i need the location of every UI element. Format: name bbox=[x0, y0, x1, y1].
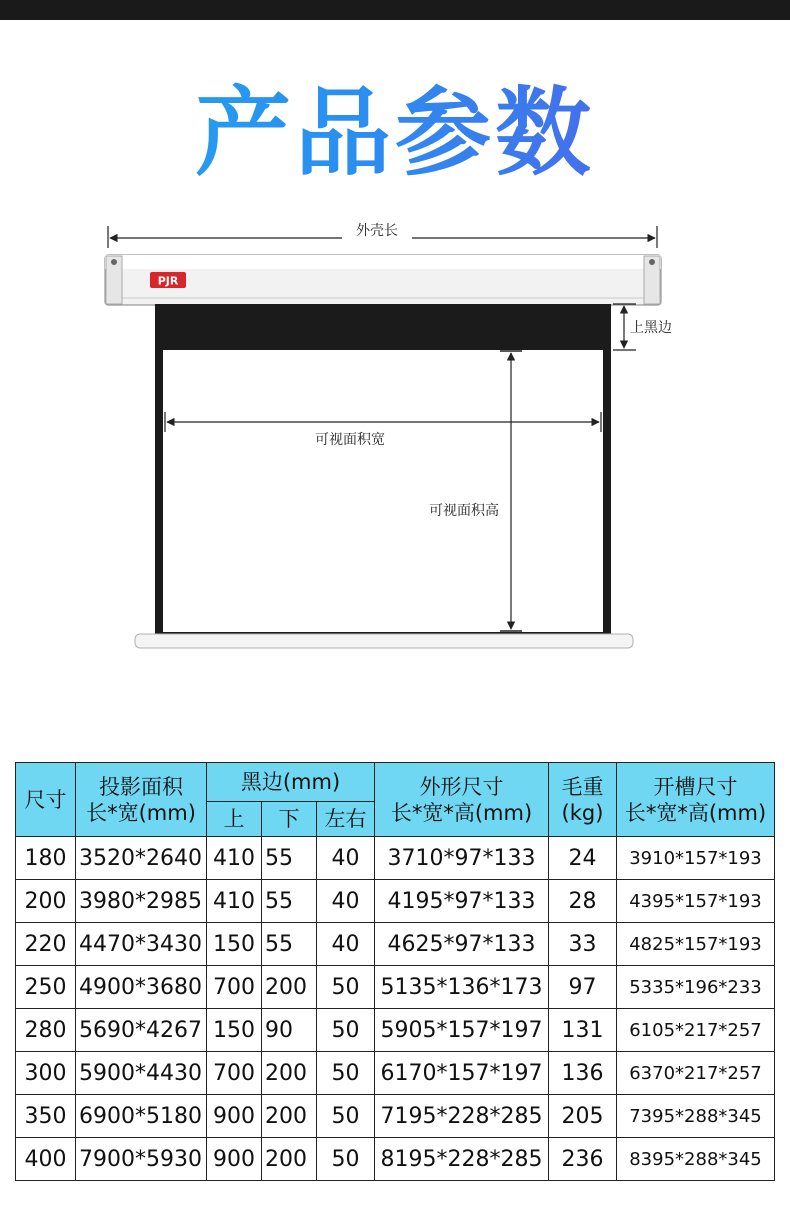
cell-outer: 5135*136*173 bbox=[375, 966, 549, 1009]
spec-table bbox=[15, 762, 775, 1181]
page-title: 产品参数 bbox=[0, 68, 790, 198]
cell-slot: 4825*157*193 bbox=[617, 923, 775, 966]
header-slot-size bbox=[617, 763, 775, 837]
cell-weight: 205 bbox=[549, 1095, 617, 1138]
header-weight bbox=[549, 763, 617, 837]
cell-outer: 5905*157*197 bbox=[375, 1009, 549, 1052]
top-bar bbox=[0, 0, 790, 20]
cell-slot: 6105*217*257 bbox=[617, 1009, 775, 1052]
cell-top: 410 bbox=[207, 837, 262, 880]
table-row bbox=[16, 1095, 775, 1138]
cell-size: 200 bbox=[16, 880, 76, 923]
header-weight-sub: (kg) bbox=[561, 800, 604, 825]
header-projection-area-title: 投影面积 bbox=[99, 774, 183, 799]
cell-bottom: 55 bbox=[262, 923, 317, 966]
cell-bottom: 200 bbox=[262, 1095, 317, 1138]
cell-bottom: 200 bbox=[262, 1138, 317, 1181]
header-size: 尺寸 bbox=[16, 763, 76, 837]
cell-slot: 4395*157*193 bbox=[617, 880, 775, 923]
label-shell-length: 外壳长 bbox=[356, 223, 398, 239]
header-slot-size-sub: 长*宽*高(mm) bbox=[624, 800, 767, 825]
header-weight-title: 毛重 bbox=[561, 774, 604, 799]
projection-screen bbox=[135, 304, 633, 648]
cell-sides: 50 bbox=[317, 1052, 375, 1095]
cell-size: 250 bbox=[16, 966, 76, 1009]
header-outer-size-sub: 长*宽*高(mm) bbox=[390, 800, 533, 825]
cell-slot: 7395*288*345 bbox=[617, 1095, 775, 1138]
header-black-bottom: 下 bbox=[262, 802, 317, 837]
table-row bbox=[16, 1052, 775, 1095]
cell-size: 280 bbox=[16, 1009, 76, 1052]
cell-area: 6900*5180 bbox=[76, 1095, 207, 1138]
cell-slot: 5335*196*233 bbox=[617, 966, 775, 1009]
cell-outer: 7195*228*285 bbox=[375, 1095, 549, 1138]
cell-top: 900 bbox=[207, 1138, 262, 1181]
cell-bottom: 200 bbox=[262, 966, 317, 1009]
cell-top: 150 bbox=[207, 1009, 262, 1052]
cell-top: 700 bbox=[207, 966, 262, 1009]
cell-sides: 40 bbox=[317, 923, 375, 966]
header-projection-area bbox=[76, 763, 207, 837]
cell-size: 300 bbox=[16, 1052, 76, 1095]
cell-weight: 24 bbox=[549, 837, 617, 880]
cell-outer: 4625*97*133 bbox=[375, 923, 549, 966]
cell-sides: 40 bbox=[317, 837, 375, 880]
cell-bottom: 90 bbox=[262, 1009, 317, 1052]
cell-outer: 3710*97*133 bbox=[375, 837, 549, 880]
cell-bottom: 200 bbox=[262, 1052, 317, 1095]
cell-area: 4470*3430 bbox=[76, 923, 207, 966]
cell-weight: 236 bbox=[549, 1138, 617, 1181]
header-slot-size-title: 开槽尺寸 bbox=[653, 774, 738, 799]
cell-slot: 6370*217*257 bbox=[617, 1052, 775, 1095]
shell-length-dimension bbox=[108, 220, 657, 248]
cell-size: 220 bbox=[16, 923, 76, 966]
cell-bottom: 55 bbox=[262, 837, 317, 880]
cell-outer: 4195*97*133 bbox=[375, 880, 549, 923]
label-view-width: 可视面积宽 bbox=[315, 432, 385, 448]
cell-slot: 8395*288*345 bbox=[617, 1138, 775, 1181]
label-view-height: 可视面积高 bbox=[429, 503, 499, 519]
cell-sides: 50 bbox=[317, 1095, 375, 1138]
table-row bbox=[16, 923, 775, 966]
cell-weight: 136 bbox=[549, 1052, 617, 1095]
cell-size: 180 bbox=[16, 837, 76, 880]
table-row bbox=[16, 966, 775, 1009]
cell-size: 400 bbox=[16, 1138, 76, 1181]
cell-area: 5900*4430 bbox=[76, 1052, 207, 1095]
cell-sides: 50 bbox=[317, 966, 375, 1009]
cell-slot: 3910*157*193 bbox=[617, 837, 775, 880]
cell-weight: 33 bbox=[549, 923, 617, 966]
header-black-top: 上 bbox=[207, 802, 262, 837]
cell-area: 3980*2985 bbox=[76, 880, 207, 923]
cell-area: 3520*2640 bbox=[76, 837, 207, 880]
label-top-border: 上黑边 bbox=[630, 320, 672, 336]
cell-top: 150 bbox=[207, 923, 262, 966]
cell-size: 350 bbox=[16, 1095, 76, 1138]
cell-sides: 50 bbox=[317, 1009, 375, 1052]
cell-outer: 6170*157*197 bbox=[375, 1052, 549, 1095]
header-black-sides: 左右 bbox=[317, 802, 375, 837]
svg-text:PJR: PJR bbox=[157, 274, 179, 288]
cell-weight: 97 bbox=[549, 966, 617, 1009]
screen-housing bbox=[105, 255, 661, 305]
table-row bbox=[16, 1009, 775, 1052]
brand-logo bbox=[150, 272, 186, 288]
cell-area: 7900*5930 bbox=[76, 1138, 207, 1181]
header-outer-size bbox=[375, 763, 549, 837]
cell-top: 700 bbox=[207, 1052, 262, 1095]
cell-top: 900 bbox=[207, 1095, 262, 1138]
cell-weight: 131 bbox=[549, 1009, 617, 1052]
cell-weight: 28 bbox=[549, 880, 617, 923]
table-row bbox=[16, 880, 775, 923]
screen-diagram bbox=[0, 200, 790, 670]
table-row bbox=[16, 1138, 775, 1181]
header-black-border: 黑边(mm) bbox=[207, 763, 375, 802]
cell-area: 5690*4267 bbox=[76, 1009, 207, 1052]
header-outer-size-title: 外形尺寸 bbox=[419, 774, 504, 799]
top-border-dimension bbox=[613, 304, 672, 350]
header-projection-area-sub: 长*宽(mm) bbox=[86, 800, 196, 825]
cell-sides: 50 bbox=[317, 1138, 375, 1181]
cell-bottom: 55 bbox=[262, 880, 317, 923]
cell-sides: 40 bbox=[317, 880, 375, 923]
cell-outer: 8195*228*285 bbox=[375, 1138, 549, 1181]
cell-area: 4900*3680 bbox=[76, 966, 207, 1009]
table-row bbox=[16, 837, 775, 880]
cell-top: 410 bbox=[207, 880, 262, 923]
